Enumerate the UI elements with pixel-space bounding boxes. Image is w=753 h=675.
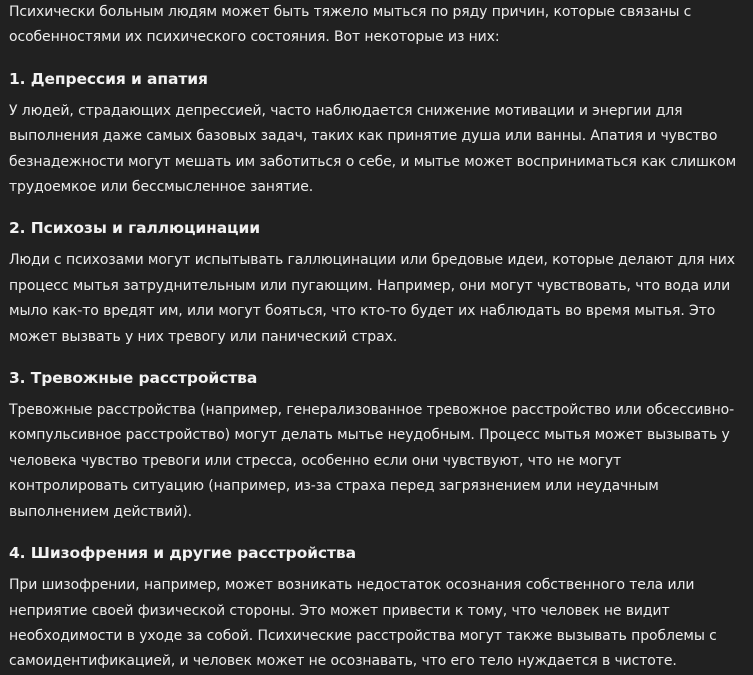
section-heading: 1. Депрессия и апатия <box>9 69 208 88</box>
section-schizophrenia <box>9 525 743 675</box>
section-psychosis <box>9 200 743 350</box>
section-paragraph: Люди с психозами могут испытывать галлюцинации или бредовые идеи, которые делают для них процесс мытья затруднительным или пугающим. Например, они могут чувствовать, что вода или мыло как-то вредят им, или могут бояться, что кто-то будет их наблюдать во время мытья. Это может вызвать у них тревогу или панический страх. <box>9 252 735 345</box>
section-heading: 3. Тревожные расстройства <box>9 369 258 388</box>
section-paragraph: У людей, страдающих депрессией, часто наблюдается снижение мотивации и энергии для выполнения даже самых базовых задач, таких как принятие душа или ванны. Апатия и чувство безнадежности могут мешать им заботиться о себе, и мытье может восприниматься как слишком трудоемкое или бессмысленное занятие. <box>9 102 737 196</box>
section-anxiety <box>9 350 743 525</box>
section-paragraph: Тревожные расстройства (например, генерализованное тревожное расстройство или обсессивно-компульсивное расстройство) могут делать мытье неудобным. Процесс мытья может вызывать у человека чувство тревоги или стресса, особенно если они чувствуют, что не могут контролировать ситуацию (например, из-за страха перед загрязнением или неудачным выполнением действий). <box>9 402 735 520</box>
section-heading: 4. Шизофрения и другие расстройства <box>9 544 356 563</box>
section-heading: 2. Психозы и галлюцинации <box>9 219 260 238</box>
section-depression <box>9 51 743 201</box>
section-paragraph: При шизофрении, например, может возникать недостаток осознания собственного тела или неприятие своей физической стороны. Это может привести к тому, что человек не видит необходимости в уходе за собой. Психические расстройства могут также вызывать проблемы с самоидентификацией, и человек может не осознавать, что его тело нуждается в чистоте. <box>9 577 717 670</box>
intro-paragraph: Психически больным людям может быть тяжело мыться по ряду причин, которые связаны с особенностями их психического состояния. Вот некоторые из них: <box>9 4 692 46</box>
